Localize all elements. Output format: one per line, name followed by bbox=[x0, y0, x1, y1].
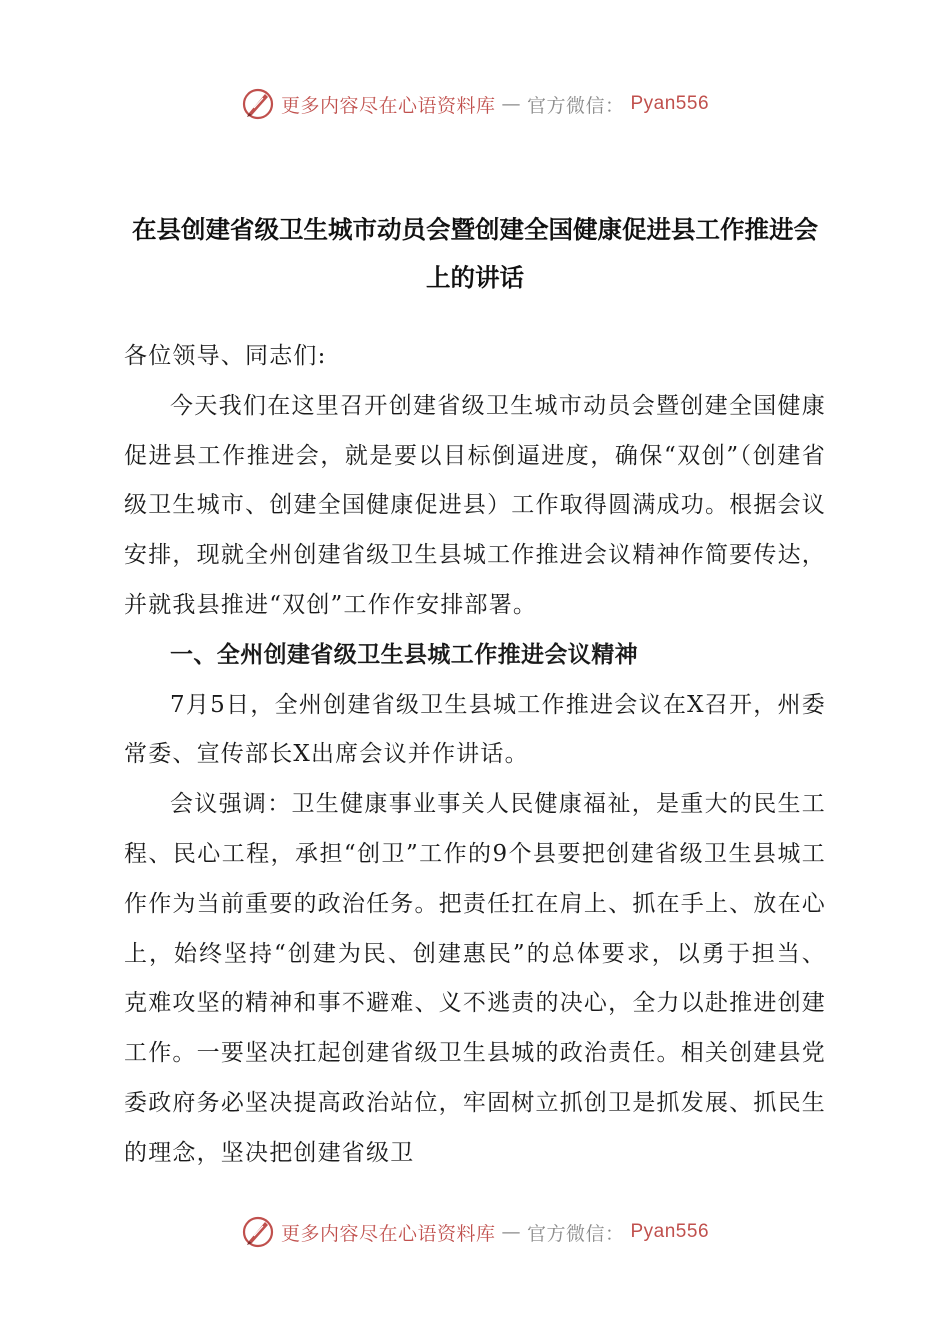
banner-separator: — bbox=[501, 93, 521, 115]
document-title: 在县创建省级卫生城市动员会暨创建全国健康促进县工作推进会上的讲话 bbox=[132, 215, 818, 292]
banner-official-text: 官方微信： bbox=[526, 1222, 625, 1245]
banner-official-text: 官方微信： bbox=[526, 94, 625, 117]
banner-site-text: 更多内容尽在心语资料库 bbox=[280, 1222, 496, 1245]
paragraph-meeting-date: 7月5日，全州创建省级卫生县城工作推进会议在X召开，州委常委、宣传部长X出席会议并作讲话。 bbox=[124, 691, 826, 768]
footer-watermark-banner bbox=[0, 1212, 950, 1252]
section-heading-1: 一、全州创建省级卫生县城工作推进会议精神 bbox=[170, 641, 638, 668]
salutation: 各位领导、同志们: bbox=[124, 343, 327, 369]
banner-site-text: 更多内容尽在心语资料库 bbox=[280, 94, 496, 117]
paragraph-meeting-emphasis: 会议强调：卫生健康事业事关人民健康福祉，是重大的民生工程、民心工程，承担“创卫”工作的9个县要把创建省级卫生县城工作作为当前重要的政治任务。把责任扛在肩上、抓在手上、放在心上，始终坚持“创建为民、创建惠民”的总体要求，以勇于担当、克难攻坚的精神和事不避难、义不逃责的决心，全力以赴推进创建工作。一要坚决扛起创建省级卫生县城的政治责任。相关创建县党委政府务必坚决提高政治站位，牢固树立抓创卫是抓发展、抓民生的理念，坚决把创建省级卫 bbox=[124, 791, 826, 1166]
quill-pen-logo-icon bbox=[241, 1215, 275, 1249]
banner-wechat-id: Pyan556 bbox=[630, 1221, 710, 1242]
quill-pen-logo-icon bbox=[241, 87, 275, 121]
document-body bbox=[124, 332, 826, 1179]
banner-wechat-id: Pyan556 bbox=[630, 93, 710, 114]
banner-separator: — bbox=[501, 1221, 521, 1243]
paragraph-intro: 今天我们在这里召开创建省级卫生城市动员会暨创建全国健康促进县工作推进会，就是要以目标倒逼进度，确保“双创”（创建省级卫生城市、创建全国健康促进县）工作取得圆满成功。根据会议安排，现就全州创建省级卫生县城工作推进会议精神作简要传达，并就我县推进“双创”工作作安排部署。 bbox=[124, 392, 826, 618]
header-watermark-banner bbox=[0, 84, 950, 124]
